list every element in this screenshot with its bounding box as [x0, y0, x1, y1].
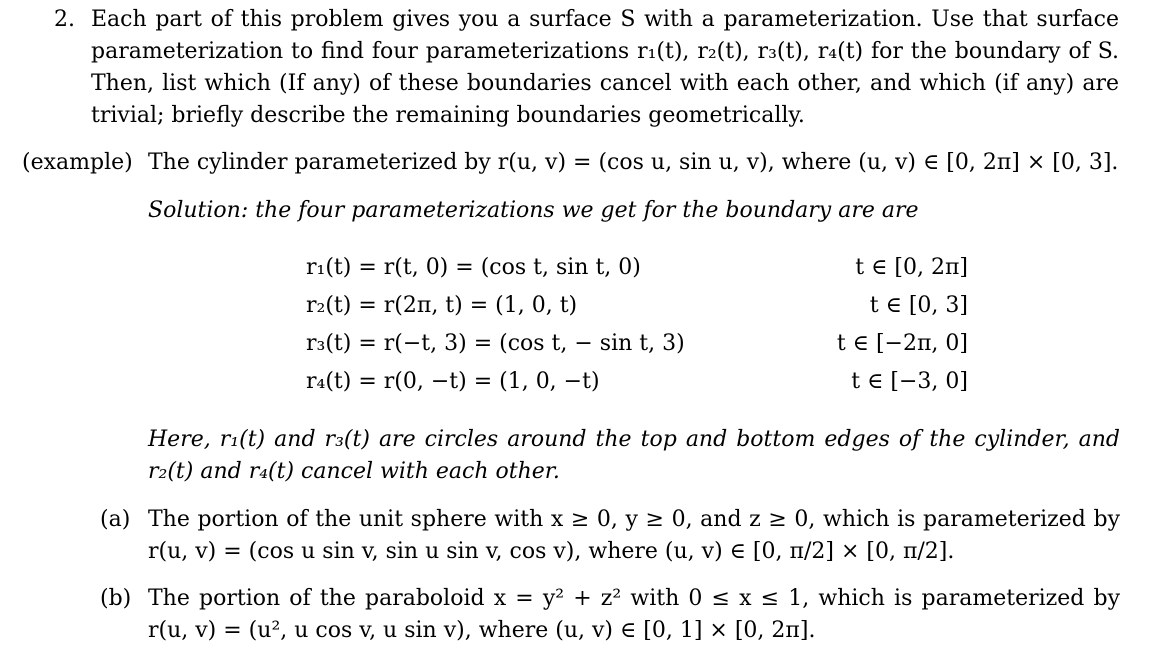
example-label: (example) — [22, 150, 133, 175]
problem-line: trivial; briefly describe the remaining boundaries geometrically. — [91, 103, 805, 128]
part-a-text — [148, 504, 1120, 568]
problem-statement — [91, 4, 1119, 132]
equation-r4: r₄(t) = r(0, −t) = (1, 0, −t) — [306, 369, 600, 394]
equation-array — [306, 252, 968, 394]
part-a-line: The portion of the unit sphere with x ≥ 0, y ≥ 0, and z ≥ 0, which is parameterized by — [148, 507, 1120, 532]
range-r2: t ∈ [0, 3] — [869, 293, 968, 318]
conclusion-line: Here, r₁(t) and r₃(t) are circles around the top and bottom edges of the cylinder, and — [148, 427, 1120, 452]
part-b-text — [148, 583, 1120, 647]
example-statement: The cylinder parameterized by r(u, v) = (cos u, sin u, v), where (u, v) ∈ [0, 2π] × [0, 3]. — [148, 150, 1119, 175]
part-b-line: The portion of the paraboloid x = y² + z² with 0 ≤ x ≤ 1, which is parameterized by — [148, 586, 1120, 611]
range-r4: t ∈ [−3, 0] — [851, 369, 968, 394]
problem-number: 2. — [54, 7, 75, 32]
part-a-label: (a) — [100, 507, 131, 532]
solution-intro: Solution: the four parameterizations we get for the boundary are are — [148, 198, 919, 223]
equation-r2: r₂(t) = r(2π, t) = (1, 0, t) — [306, 293, 578, 318]
problem-line: Then, list which (If any) of these boundaries cancel with each other, and which (if any) are — [91, 71, 1119, 96]
part-a-line: r(u, v) = (cos u sin v, sin u sin v, cos v), where (u, v) ∈ [0, π/2] × [0, π/2]. — [148, 539, 955, 564]
range-r3: t ∈ [−2π, 0] — [836, 331, 968, 356]
equation-r3: r₃(t) = r(−t, 3) = (cos t, − sin t, 3) — [306, 331, 685, 356]
equation-r1: r₁(t) = r(t, 0) = (cos t, sin t, 0) — [306, 255, 641, 280]
example-conclusion — [148, 424, 1120, 488]
part-b-line: r(u, v) = (u², u cos v, u sin v), where (u, v) ∈ [0, 1] × [0, 2π]. — [148, 618, 816, 643]
problem-line: Each part of this problem gives you a surface S with a parameterization. Use that surface — [91, 7, 1119, 32]
problem-line: parameterization to find four parameterizations r₁(t), r₂(t), r₃(t), r₄(t) for the boundary of S. — [91, 39, 1119, 64]
range-r1: t ∈ [0, 2π] — [855, 255, 968, 280]
part-b-label: (b) — [100, 586, 132, 611]
conclusion-line: r₂(t) and r₄(t) cancel with each other. — [148, 459, 560, 484]
